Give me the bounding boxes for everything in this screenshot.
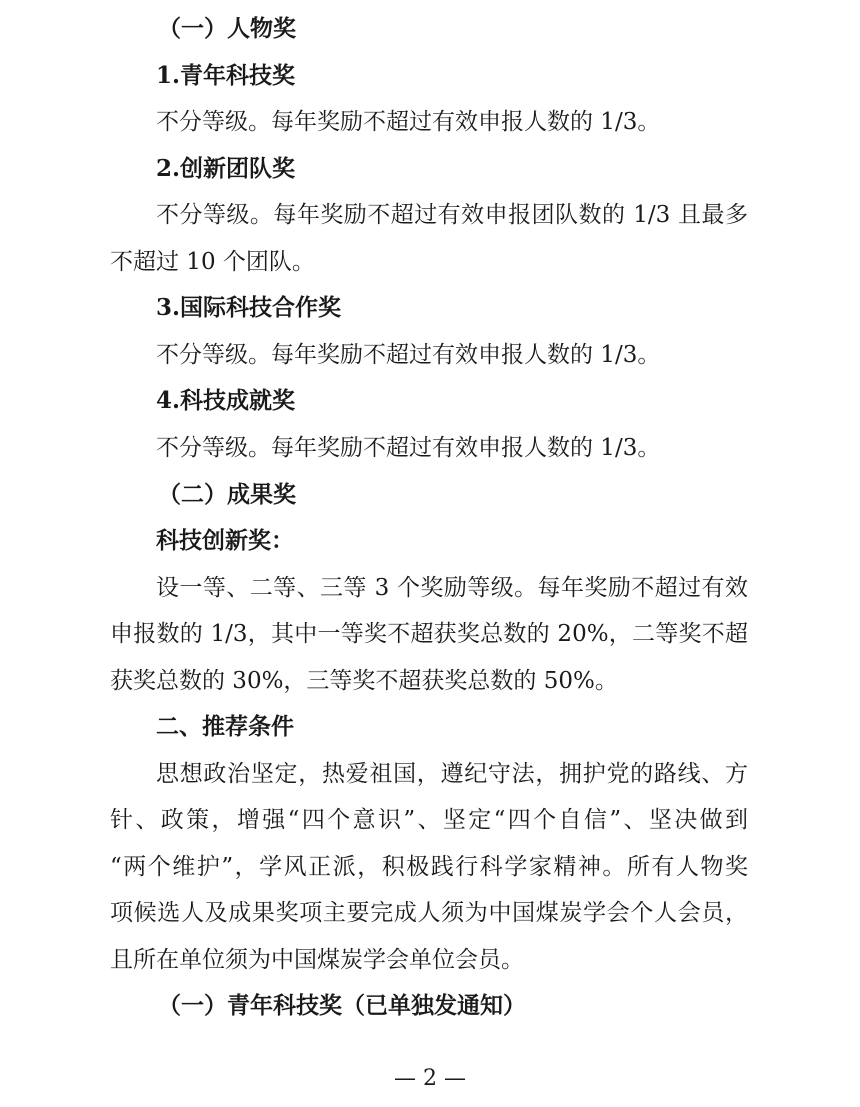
paragraph-line: 针、政策，增强“四个意识”、坚定“四个自信”、坚决做到	[110, 807, 748, 833]
paragraph-line: 不分等级。每年奖励不超过有效申报人数的 1/3。	[156, 435, 661, 461]
paragraph-line: 申报数的 1/3，其中一等奖不超获奖总数的 20%，二等奖不超	[110, 621, 748, 647]
chapter-heading-recommendation: 二、推荐条件	[156, 713, 294, 740]
item-heading-youth-award: 1.青年科技奖	[156, 62, 296, 89]
paragraph-line: 思想政治坚定，热爱祖国，遵纪守法，拥护党的路线、方	[156, 761, 748, 787]
item-heading-achievement-award: 4.科技成就奖	[156, 387, 296, 414]
item-heading-innovation-award: 科技创新奖：	[156, 527, 294, 554]
section-heading-persons-award: （一）人物奖	[158, 15, 296, 42]
page-number: — 2 —	[394, 1066, 466, 1091]
paragraph-line: 不超过 10 个团队。	[110, 249, 315, 275]
paragraph-line: 不分等级。每年奖励不超过有效申报团队数的 1/3 且最多	[156, 202, 748, 228]
section-heading-youth-award-notice: （一）青年科技奖（已单独发通知）	[158, 992, 526, 1019]
paragraph-line: 不分等级。每年奖励不超过有效申报人数的 1/3。	[156, 109, 661, 135]
paragraph-line: 且所在单位须为中国煤炭学会单位会员。	[110, 947, 524, 973]
paragraph-line: 获奖总数的 30%，三等奖不超获奖总数的 50%。	[110, 668, 618, 694]
item-heading-international-award: 3.国际科技合作奖	[156, 294, 342, 321]
section-heading-results-award: （二）成果奖	[158, 481, 296, 508]
paragraph-line: “两个维护”，学风正派，积极践行科学家精神。所有人物奖	[110, 854, 748, 880]
paragraph-line: 不分等级。每年奖励不超过有效申报人数的 1/3。	[156, 342, 661, 368]
item-heading-team-award: 2.创新团队奖	[156, 155, 296, 182]
paragraph-line: 设一等、二等、三等 3 个奖励等级。每年奖励不超过有效	[156, 575, 748, 601]
paragraph-line: 项候选人及成果奖项主要完成人须为中国煤炭学会个人会员，	[110, 900, 748, 926]
